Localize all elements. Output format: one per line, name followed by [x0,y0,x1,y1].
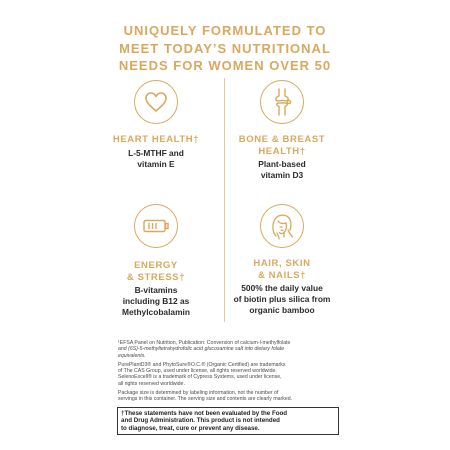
footnote-line: PurePlantD3® and PhytoSure®O.C.® (Organic Certified) are trademarks [118,361,286,368]
benefit-description [218,283,346,316]
benefit-title-line: BONE & BREAST [238,134,326,145]
benefit-title [96,134,216,146]
footnote-line: and (6S)-5-methyltetrahydrofolic acid glucosamine salt into dietary folate [118,346,285,353]
benefit-desc-line: Methylcobalamin [122,307,190,317]
benefit-title-line: & STRESS† [126,271,186,283]
benefit-desc-line: 500% the daily value [241,283,323,293]
benefit-description [96,148,216,170]
footnote-line: ¹EFSA Panel on Nutrition, Publication: Conversion of calcium-l-methylfolate [118,340,291,346]
benefit-hair-skin-nails [218,204,346,316]
benefit-desc-line: B-vitamins [134,285,178,295]
heart-icon [134,80,178,124]
benefit-title [96,260,216,283]
benefit-title [218,258,346,281]
battery-icon [134,204,178,248]
efsa-footnote [118,340,336,359]
benefit-title-line: HAIR, SKIN [253,258,311,269]
benefit-desc-line: L-5-MTHF and [128,147,184,158]
benefit-title-line: HEALTH† [258,145,306,157]
footnote-line: equivalents. [118,352,146,359]
benefit-description [222,159,342,181]
benefit-bone-breast-health [222,80,342,181]
footnote-line: Package size is determined by labeling information, not the number of [118,390,279,397]
benefit-title-line: HEART HEALTH† [112,134,200,145]
footnote-line: of The CAS Group, used under license, all rights reserved worldwide. [118,368,277,375]
woman-hair-icon [260,204,304,248]
benefit-desc-line: organic bamboo [249,305,315,315]
bone-joint-icon [260,80,304,124]
benefit-energy-stress [96,204,216,318]
disclaimer-line: †These statements have not been evaluated by the Food [121,410,288,417]
benefit-description [96,285,216,318]
disclaimer-line: to diagnose, treat, cure or prevent any disease. [121,424,260,432]
benefit-desc-line: including B12 as [122,296,190,306]
benefit-desc-line: of biotin plus silica from [233,294,331,304]
fda-disclaimer-box [117,407,339,435]
headline-line-3: NEEDS FOR WOMEN OVER 50 [118,58,332,73]
footnote-line: all rights reserved worldwide. [118,380,185,387]
benefit-title-line: ENERGY [134,260,178,271]
trademark-footnote [118,362,336,387]
headline-line-1: UNIQUELY FORMULATED TO [123,23,327,38]
headline-line-2: MEET TODAY’S NUTRITIONAL [119,40,331,56]
benefit-heart-health [96,80,216,170]
benefit-desc-line: Plant-based [258,159,306,169]
footnotes [118,340,336,406]
benefit-title [222,134,342,157]
footnote-line: SelenoExcell® is a trademark of Cypress Systems, used under license, [118,374,282,381]
disclaimer-line: and Drug Administration. This product is not intended [121,417,280,425]
benefit-desc-line: vitamin E [137,158,175,169]
package-size-footnote [118,390,336,403]
headline [0,22,450,75]
footnote-line: servings in this container. The serving size and contents are clearly marked. [118,396,293,403]
benefit-title-line: & NAILS† [257,269,307,281]
benefit-desc-line: vitamin D3 [260,170,304,180]
